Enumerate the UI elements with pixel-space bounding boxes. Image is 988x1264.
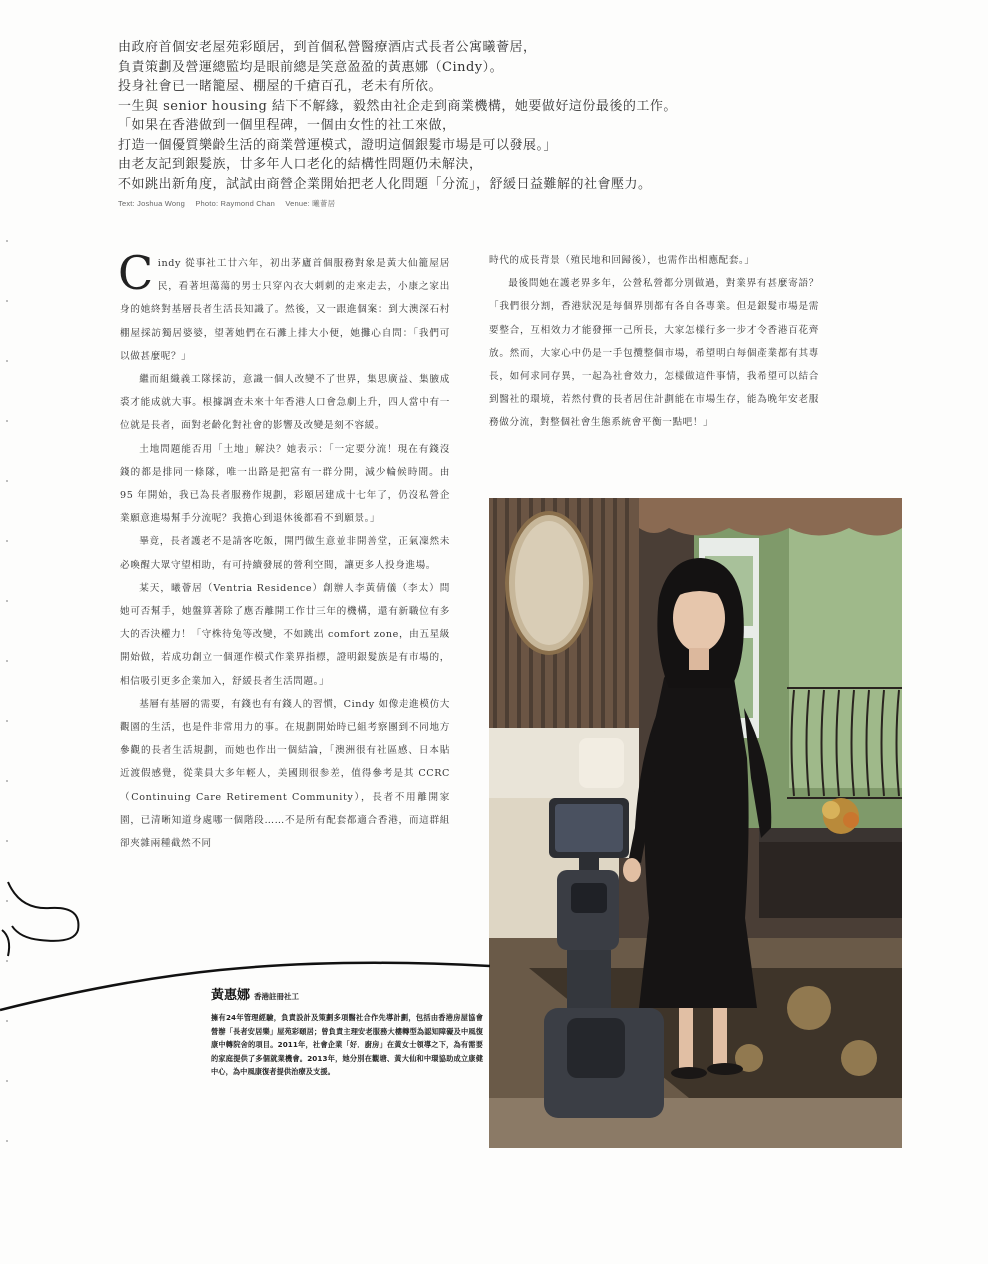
intro-line: 「如果在香港做到一個里程碑，一個由女性的社工來做， bbox=[118, 118, 456, 133]
bio-text: 擁有24年管理經驗，負責設計及策劃多項醫社合作先導計劃，包括由香港房屋協會營辦「長者安居樂」屋苑彩頤居；曾負責主理安老服務大樓轉型為認知障礙及中風復康中轉院舍的項目。2011年，社會企業「好．廚房」在黃女士領導之下，為有需要的家庭提供了多個就業機會。2013年，她分別在觀塘、黃大仙和中環協助成立康健中心，為中風康復者提供治療及支援。 bbox=[211, 1013, 483, 1077]
bio-box bbox=[211, 984, 483, 1079]
article-paragraph: 畢竟，長者護老不是請客吃飯，開門做生意並非開善堂，正氣凜然未必喚醒大眾守望相助，有可持續發展的營利空間，讓更多人投身進場。 bbox=[120, 536, 450, 571]
intro-line: 由政府首個安老屋苑彩頤居，到首個私營醫療酒店式長者公寓曦薈居， bbox=[118, 40, 537, 55]
intro-paragraph bbox=[118, 38, 758, 194]
article-paragraph: 土地問題能否用「土地」解決？她表示：「一定要分流！現在有錢沒錢的都是排同一條隊，唯一出路是把富有一群分開，減少輪候時間。由 95 年開始，我已為長者服務作規劃，彩頤居建成十七年了，仍沒私營企業願意進場幫手分流呢？我擔心到退休後都看不到願景。」 bbox=[120, 443, 450, 525]
intro-line: 一生與 senior housing 結下不解緣，毅然由社企走到商業機構，她要做好這份最後的工作。 bbox=[118, 98, 677, 114]
credit-venue: Venue: 曦薈居 bbox=[285, 199, 336, 208]
article-right-column bbox=[489, 249, 819, 435]
drop-cap: C bbox=[118, 246, 154, 300]
intro-line: 打造一個優質樂齡生活的商業營運模式，證明這個銀髮市場是可以發展。」 bbox=[118, 137, 558, 153]
article-paragraph: 某天，曦薈居（Ventria Residence）創辦人李黃倩儀（李太）問她可否幫手，她盤算著除了應否離開工作廿三年的機構，還有新職位有多大的否決權力！「守株待兔等改變，不如跳出 comfort zone，由五星級開始做，若成功創立一個運作模式作業界指標，證明銀髮族是有市場的，相信吸引更多企業加入，舒緩長者生活問題。」 bbox=[120, 582, 450, 687]
bio-role: 香港註冊社工 bbox=[254, 992, 300, 1001]
article-paragraph: 繼而組織義工隊採訪，意識一個人改變不了世界，集思廣益、集腋成裘才能成就大事。根據調查未來十年香港人口會急劇上升，四人當中有一位就是長者，面對老齡化對社會的影響及改變是刻不容緩。 bbox=[120, 374, 450, 432]
article-left-column bbox=[118, 246, 450, 855]
intro-line: 投身社會已一睹籠屋、棚屋的千瘡百孔，老未有所依。 bbox=[118, 79, 443, 94]
intro-line: 由老友記到銀髮族，廿多年人口老化的結構性問題仍未解決， bbox=[118, 157, 483, 172]
intro-line: 負責策劃及營運總監均是眼前總是笑意盈盈的黃惠娜（Cindy）。 bbox=[118, 59, 504, 75]
credit-text: Text: Joshua Wong bbox=[118, 199, 186, 208]
article-paragraph: 基層有基層的需要，有錢也有有錢人的習慣，Cindy 如像走進模仿大觀園的生活，也是件非常用力的事。在規劃開始時已組考察團到不同地方參觀的長者生活規劃，而她也作出一個結論，「澳洲很有社區感、日本貼近渡假感覺，從業員大多年輕人，美國則很参差，值得參考是其 CCRC（Continuing Care Retirement Community），長者不用離開家園，已清晰知道身處哪一個階段……不是所有配套都適合香港，而這群組卻夾雜兩種截然不同 bbox=[120, 698, 450, 850]
article-paragraph bbox=[118, 246, 450, 368]
paragraph-text: indy 從事社工廿六年，初出茅廬首個服務對象是黃大仙籠屋居民，看著坦蕩蕩的男士只穿內衣大刺刺的走來走去，小康之家出身的她終對基層長者生活長知識了。然後，又一跟進個案：到大澳深石村棚屋採訪獨居婆婆，望著她們在石灘上排大小便，她攤心自問：「我們可以做甚麼呢？」 bbox=[120, 258, 450, 362]
credit-photo: Photo: Raymond Chan bbox=[195, 199, 276, 208]
portrait-illustration bbox=[489, 498, 902, 1148]
credits bbox=[118, 198, 343, 209]
article-paragraph: 時代的成長背景（殖民地和回歸後），也需作出相應配套。」 bbox=[489, 255, 755, 266]
portrait-photo bbox=[489, 498, 902, 1148]
article-paragraph: 最後問她在護老界多年，公營私營都分別做過，對業界有甚麼寄語？「我們很分割，香港狀況是每個界別都有各自各專業。但是銀髮市場是需要整合，互相效力才能發揮一己所長，大家怎樣行多一步才令香港百花齊放。然而，大家心中仍是一手包攬整個市場，希望明白每個產業都有其專長，如何求同存異，一起為社會效力，怎樣做這件事情，我希望可以結合到醫社的環境，若然付費的長者居住計劃能在市場生存，能為晚年安老服務做分流，對整個社會生態系統會平衡一點吧！」 bbox=[489, 278, 819, 429]
intro-line: 不如跳出新角度，試試由商營企業開始把老人化問題「分流」，舒緩日益難解的社會壓力。 bbox=[118, 176, 652, 192]
bio-name: 黃惠娜 bbox=[211, 988, 251, 1003]
